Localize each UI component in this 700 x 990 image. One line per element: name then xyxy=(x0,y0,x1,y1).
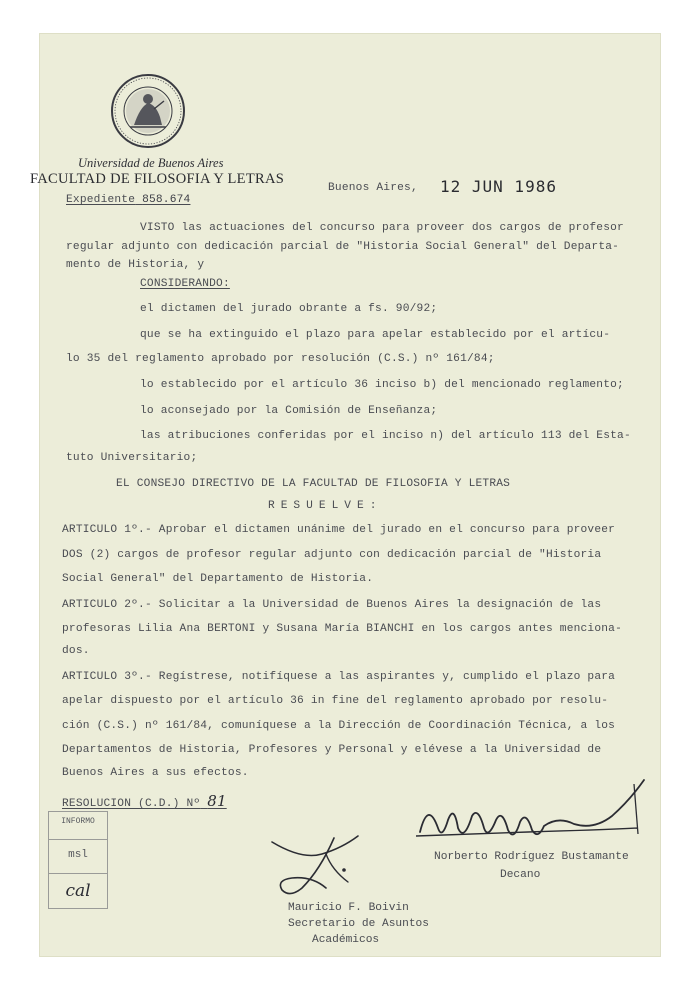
articulo-line: ción (C.S.) nº 161/84, comuníquese a la Dirección de Coordinación Técnica, a los xyxy=(62,720,616,732)
secretario-title: Secretario de Asuntos xyxy=(288,918,429,930)
considerando-item: tuto Universitario; xyxy=(66,452,198,464)
expediente-number: 858.674 xyxy=(142,194,191,206)
considerando-item: el dictamen del jurado obrante a fs. 90/92; xyxy=(140,303,438,315)
considerando-item: las atribuciones conferidas por el inciso n) del artículo 113 del Esta- xyxy=(140,430,631,442)
visto-line: regular adjunto con dedicación parcial de "Historia Social General" del Departa- xyxy=(66,241,620,253)
articulo-line: ARTICULO 2º.- Solicitar a la Universidad de Buenos Aires la designación de las xyxy=(62,599,602,611)
secretario-signature xyxy=(262,830,372,910)
articulo-line: Social General" del Departamento de Historia. xyxy=(62,573,374,585)
considerando-item: lo 35 del reglamento aprobado por resolución (C.S.) nº 161/84; xyxy=(66,353,495,365)
considerando-item: lo aconsejado por la Comisión de Enseñanza; xyxy=(140,405,438,417)
date-place: Buenos Aires, xyxy=(328,182,418,194)
articulo-line: DOS (2) cargos de profesor regular adjunto con dedicación parcial de "Historia xyxy=(62,549,602,561)
articulo-line: ARTICULO 3º.- Regístrese, notifíquese a las aspirantes y, cumplido el plazo para xyxy=(62,671,616,683)
control-box-cell: INFORMO xyxy=(61,817,95,826)
date-stamp: 12 JUN 1986 xyxy=(440,177,557,196)
consejo-heading: EL CONSEJO DIRECTIVO DE LA FACULTAD DE FILOSOFIA Y LETRAS xyxy=(116,478,511,490)
decano-name: Norberto Rodríguez Bustamante xyxy=(434,851,629,863)
visto-line: VISTO las actuaciones del concurso para proveer dos cargos de profesor xyxy=(140,222,624,234)
control-box-cell: msl xyxy=(68,849,88,861)
considerando-heading: CONSIDERANDO: xyxy=(140,278,230,290)
resolucion-line xyxy=(62,792,227,810)
considerando-item: lo establecido por el artículo 36 inciso b) del mencionado reglamento; xyxy=(140,379,624,391)
expediente-label: Expediente xyxy=(66,194,136,206)
resolucion-label: RESOLUCION (C.D.) Nº xyxy=(62,798,201,810)
university-name: Universidad de Buenos Aires xyxy=(78,156,224,170)
articulo-line: ARTICULO 1º.- Aprobar el dictamen unánime del jurado en el concurso para proveer xyxy=(62,524,616,536)
resolucion-number: 81 xyxy=(207,792,227,810)
decano-title: Decano xyxy=(500,869,541,881)
visto-line: mento de Historia, y xyxy=(66,259,205,271)
expediente-line xyxy=(66,194,190,206)
articulo-line: apelar dispuesto por el artículo 36 in fine del reglamento aprobado por resolu- xyxy=(62,695,609,707)
control-box-cell: cal xyxy=(65,881,91,901)
articulo-line: Departamentos de Historia, Profesores y Personal y elévese a la Universidad de xyxy=(62,744,602,756)
considerando-item: que se ha extinguido el plazo para apelar establecido por el artícu- xyxy=(140,329,611,341)
secretario-name: Mauricio F. Boivin xyxy=(288,902,409,914)
decano-signature xyxy=(398,770,660,880)
control-box xyxy=(48,811,108,909)
articulo-line: dos. xyxy=(62,645,90,657)
articulo-line: Buenos Aires a sus efectos. xyxy=(62,767,249,779)
resuelve-heading: RESUELVE: xyxy=(268,500,383,512)
university-seal xyxy=(110,73,186,149)
secretario-title: Académicos xyxy=(312,934,380,946)
faculty-name: FACULTAD DE FILOSOFIA Y LETRAS xyxy=(30,171,285,187)
articulo-line: profesoras Lilia Ana BERTONI y Susana María BIANCHI en los cargos antes menciona- xyxy=(62,623,623,635)
